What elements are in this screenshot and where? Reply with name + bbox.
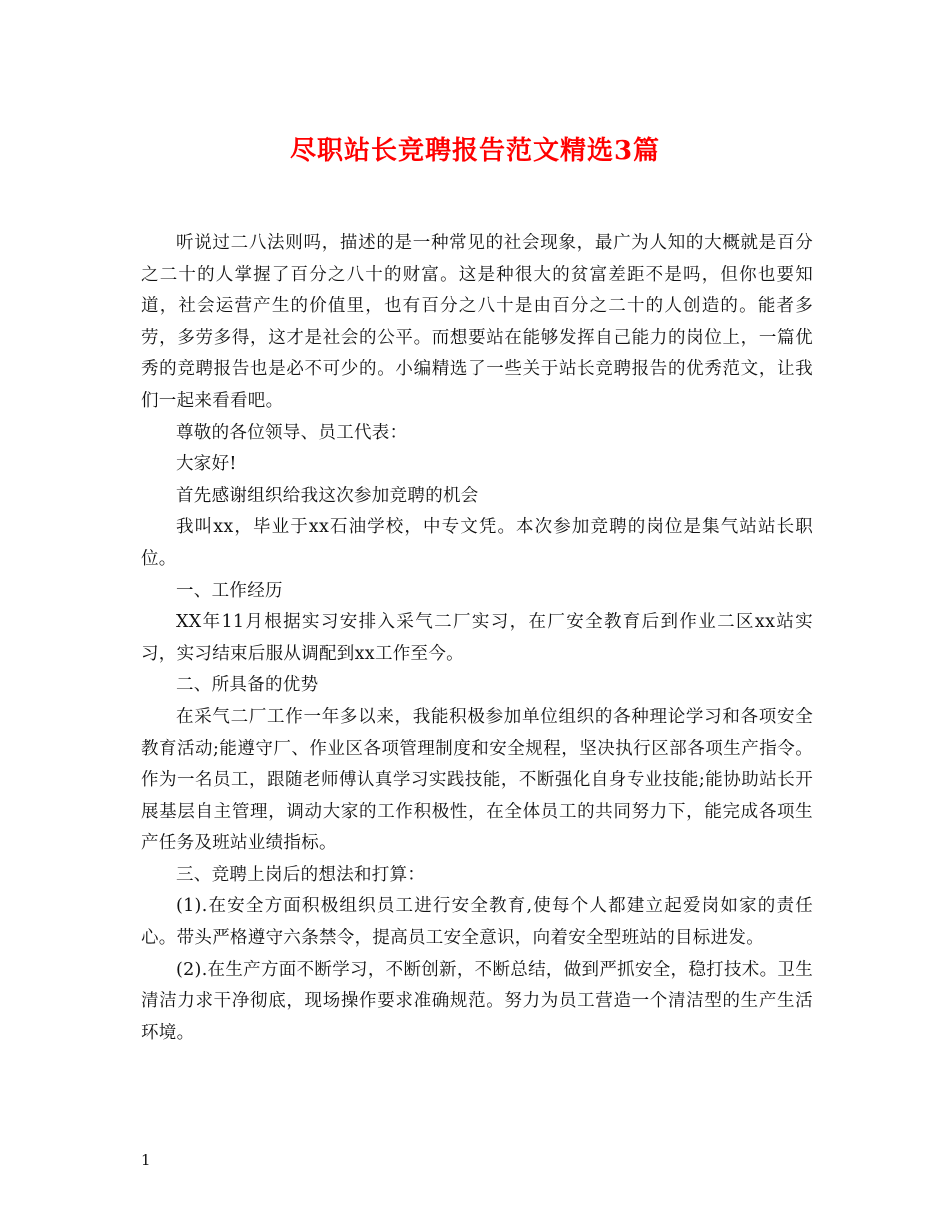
paragraph-self-introduction: 我叫xx，毕业于xx石油学校，中专文凭。本次参加竞聘的岗位是集气站站长职位。 [141, 517, 813, 569]
section-heading-advantages: 二、所具备的优势 [176, 675, 319, 696]
section-heading-plans: 三、竞聘上岗后的想法和打算： [176, 864, 426, 885]
document-body [141, 228, 813, 1049]
paragraph-plan-safety: (1).在安全方面积极组织员工进行安全教育,使每个人都建立起爱岗如家的责任心。带头严格遵守六条禁令，提高员工安全意识，向着安全型班站的目标进发。 [141, 896, 813, 949]
section-heading-work-experience: 一、工作经历 [176, 580, 283, 601]
document-title: 尽职站长竞聘报告范文精选3篇 [289, 136, 661, 166]
paragraph-advantages: 在采气二厂工作一年多以来，我能积极参加单位组织的各种理论学习和各项安全教育活动;能遵守厂、作业区各项管理制度和安全规程，坚决执行区部各项生产指令。作为一名员工，跟随老师傅认真学习实践技能，不断强化自身专业技能;能协助站长开展基层自主管理，调动大家的工作积极性，在全体员工的共同努力下，能完成各项生产任务及班站业绩指标。 [141, 706, 813, 854]
paragraph-greeting: 大家好! [176, 454, 237, 475]
paragraph-thanks: 首先感谢组织给我这次参加竞聘的机会 [176, 485, 479, 506]
paragraph-work-experience: XX年11月根据实习安排入采气二厂实习，在厂安全教育后到作业二区xx站实习，实习结束后服从调配到xx工作至今。 [141, 612, 813, 664]
page-number: 1 [141, 1151, 151, 1169]
paragraph-intro: 听说过二八法则吗，描述的是一种常见的社会现象，最广为人知的大概就是百分之二十的人掌握了百分之八十的财富。这是种很大的贫富差距不是吗，但你也要知道，社会运营产生的价值里，也有百分之八十是由百分之二十的人创造的。能者多劳，多劳多得，这才是社会的公平。而想要站在能够发挥自己能力的岗位上，一篇优秀的竞聘报告也是必不可少的。小编精选了一些关于站长竞聘报告的优秀范文，让我们一起来看看吧。 [141, 233, 813, 411]
paragraph-plan-production: (2).在生产方面不断学习，不断创新，不断总结，做到严抓安全，稳打技术。卫生清洁力求干净彻底，现场操作要求准确规范。努力为员工营造一个清洁型的生产生活环境。 [141, 959, 813, 1043]
paragraph-salutation: 尊敬的各位领导、员工代表： [176, 422, 408, 443]
